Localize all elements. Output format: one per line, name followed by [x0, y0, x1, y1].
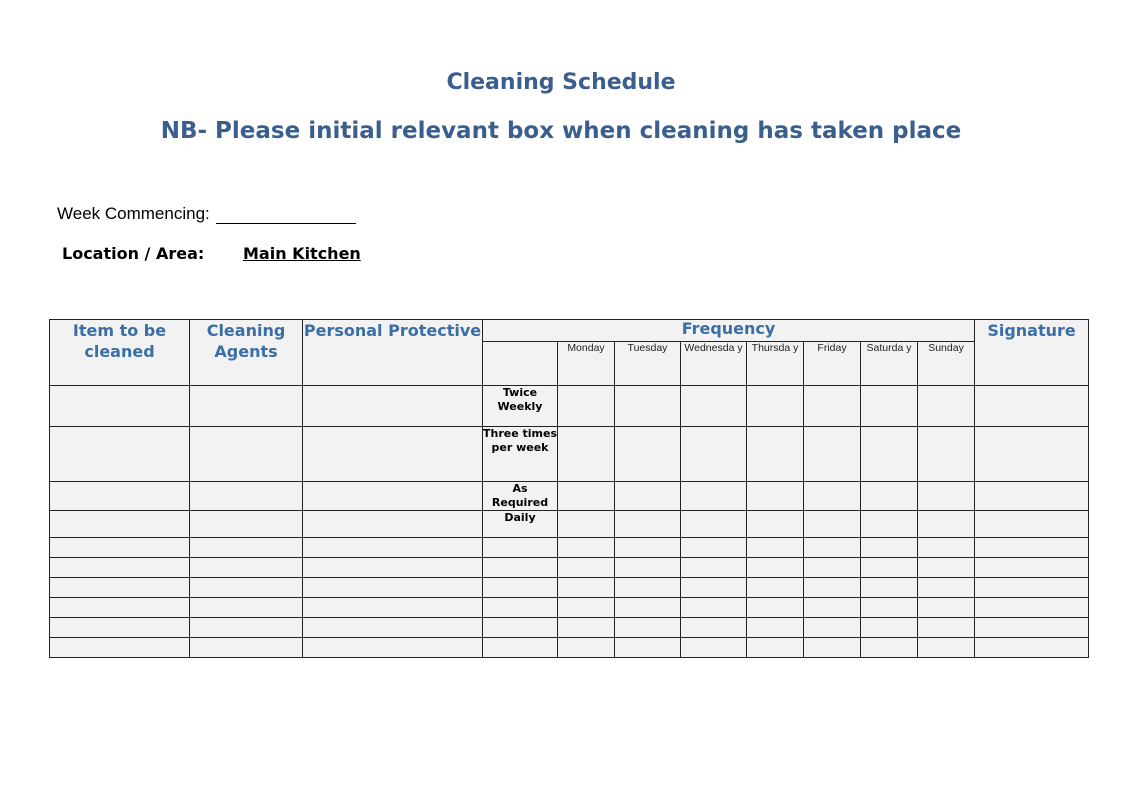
week-commencing-label: Week Commencing:: [57, 204, 210, 223]
frequency-cell[interactable]: [483, 618, 558, 638]
day-cell-friday[interactable]: [804, 538, 861, 558]
signature-cell[interactable]: [975, 618, 1089, 638]
location-label: Location / Area:: [62, 244, 205, 263]
day-cell-thursday[interactable]: [747, 578, 804, 598]
day-cell-wednesday[interactable]: [681, 538, 747, 558]
location-value: Main Kitchen: [243, 244, 361, 263]
item-cell[interactable]: [50, 598, 190, 618]
day-cell-thursday[interactable]: [747, 558, 804, 578]
day-cell-friday[interactable]: [804, 511, 861, 538]
day-cell-sunday[interactable]: [918, 538, 975, 558]
personal-protective-cell[interactable]: [303, 386, 483, 427]
item-cell[interactable]: [50, 638, 190, 658]
day-cell-sunday[interactable]: [918, 618, 975, 638]
table-row: [50, 558, 1089, 578]
day-cell-friday[interactable]: [804, 598, 861, 618]
header-day-wednesday: Wednesda y: [681, 342, 747, 386]
day-cell-thursday[interactable]: [747, 598, 804, 618]
personal-protective-cell[interactable]: [303, 638, 483, 658]
day-cell-saturday[interactable]: [861, 578, 918, 598]
day-cell-monday[interactable]: [558, 538, 615, 558]
frequency-label: Daily: [483, 511, 558, 538]
day-cell-wednesday[interactable]: [681, 427, 747, 482]
frequency-label: As Required: [483, 482, 558, 511]
table-row: [50, 511, 1089, 538]
day-cell-thursday[interactable]: [747, 427, 804, 482]
day-cell-saturday[interactable]: [861, 427, 918, 482]
day-cell-friday[interactable]: [804, 482, 861, 511]
day-cell-thursday[interactable]: [747, 638, 804, 658]
header-day-friday: Friday: [804, 342, 861, 386]
day-cell-sunday[interactable]: [918, 558, 975, 578]
table-row: [50, 482, 1089, 511]
day-cell-thursday[interactable]: [747, 618, 804, 638]
cleaning-agents-cell[interactable]: [190, 558, 303, 578]
item-cell[interactable]: [50, 482, 190, 511]
day-cell-tuesday[interactable]: [615, 598, 681, 618]
header-signature: Signature: [975, 320, 1089, 386]
frequency-cell[interactable]: [483, 578, 558, 598]
day-cell-monday[interactable]: [558, 558, 615, 578]
day-cell-monday[interactable]: [558, 386, 615, 427]
day-cell-wednesday[interactable]: [681, 511, 747, 538]
day-cell-wednesday[interactable]: [681, 638, 747, 658]
cleaning-agents-cell[interactable]: [190, 482, 303, 511]
day-cell-tuesday[interactable]: [615, 558, 681, 578]
header-day-sunday: Sunday: [918, 342, 975, 386]
item-cell[interactable]: [50, 558, 190, 578]
page-title: Cleaning Schedule: [446, 70, 676, 95]
instruction-note: NB- Please initial relevant box when cleaning has taken place: [160, 118, 962, 144]
item-cell[interactable]: [50, 511, 190, 538]
day-cell-monday[interactable]: [558, 618, 615, 638]
frequency-cell[interactable]: [483, 538, 558, 558]
frequency-label: Three times per week: [483, 427, 558, 482]
item-cell[interactable]: [50, 386, 190, 427]
header-item: Item to be cleaned: [50, 320, 190, 386]
day-cell-saturday[interactable]: [861, 598, 918, 618]
table-row: [50, 578, 1089, 598]
cleaning-schedule-table: [49, 319, 1089, 658]
day-cell-tuesday[interactable]: [615, 618, 681, 638]
signature-cell[interactable]: [975, 482, 1089, 511]
signature-cell[interactable]: [975, 638, 1089, 658]
header-day-thursday: Thursda y: [747, 342, 804, 386]
header-frequency: Frequency: [483, 320, 975, 342]
day-cell-wednesday[interactable]: [681, 618, 747, 638]
day-cell-saturday[interactable]: [861, 538, 918, 558]
frequency-label: Twice Weekly: [483, 386, 558, 427]
day-cell-thursday[interactable]: [747, 511, 804, 538]
day-cell-monday[interactable]: [558, 482, 615, 511]
signature-cell[interactable]: [975, 538, 1089, 558]
cleaning-agents-cell[interactable]: [190, 638, 303, 658]
day-cell-monday[interactable]: [558, 427, 615, 482]
day-cell-sunday[interactable]: [918, 578, 975, 598]
item-cell[interactable]: [50, 578, 190, 598]
week-commencing-blank[interactable]: [216, 205, 356, 224]
day-cell-saturday[interactable]: [861, 482, 918, 511]
item-cell[interactable]: [50, 538, 190, 558]
item-cell[interactable]: [50, 427, 190, 482]
header-day-monday: Monday: [558, 342, 615, 386]
day-cell-monday[interactable]: [558, 511, 615, 538]
table-row: [50, 386, 1089, 427]
day-cell-sunday[interactable]: [918, 386, 975, 427]
day-cell-friday[interactable]: [804, 386, 861, 427]
signature-cell[interactable]: [975, 598, 1089, 618]
day-cell-wednesday[interactable]: [681, 578, 747, 598]
frequency-cell[interactable]: [483, 598, 558, 618]
day-cell-thursday[interactable]: [747, 538, 804, 558]
day-cell-friday[interactable]: [804, 558, 861, 578]
cleaning-agents-cell[interactable]: [190, 511, 303, 538]
header-day-saturday: Saturda y: [861, 342, 918, 386]
day-cell-sunday[interactable]: [918, 482, 975, 511]
day-cell-tuesday[interactable]: [615, 386, 681, 427]
table-row: [50, 538, 1089, 558]
personal-protective-cell[interactable]: [303, 482, 483, 511]
personal-protective-cell[interactable]: [303, 578, 483, 598]
day-cell-monday[interactable]: [558, 578, 615, 598]
day-cell-saturday[interactable]: [861, 638, 918, 658]
day-cell-tuesday[interactable]: [615, 578, 681, 598]
signature-cell[interactable]: [975, 386, 1089, 427]
day-cell-wednesday[interactable]: [681, 386, 747, 427]
day-cell-saturday[interactable]: [861, 618, 918, 638]
day-cell-tuesday[interactable]: [615, 538, 681, 558]
header-personal-protective: Personal Protective: [303, 320, 483, 386]
frequency-cell[interactable]: [483, 558, 558, 578]
item-cell[interactable]: [50, 618, 190, 638]
personal-protective-cell[interactable]: [303, 511, 483, 538]
signature-cell[interactable]: [975, 558, 1089, 578]
table-row: [50, 638, 1089, 658]
day-cell-monday[interactable]: [558, 598, 615, 618]
cleaning-agents-cell[interactable]: [190, 427, 303, 482]
day-cell-sunday[interactable]: [918, 598, 975, 618]
day-cell-sunday[interactable]: [918, 638, 975, 658]
cleaning-agents-cell[interactable]: [190, 578, 303, 598]
day-cell-monday[interactable]: [558, 638, 615, 658]
signature-cell[interactable]: [975, 511, 1089, 538]
cleaning-agents-cell[interactable]: [190, 538, 303, 558]
day-cell-tuesday[interactable]: [615, 511, 681, 538]
header-cleaning-agents: Cleaning Agents: [190, 320, 303, 386]
day-cell-saturday[interactable]: [861, 511, 918, 538]
personal-protective-cell[interactable]: [303, 598, 483, 618]
table-row: [50, 427, 1089, 482]
day-cell-tuesday[interactable]: [615, 482, 681, 511]
week-commencing-field: [57, 204, 356, 224]
day-cell-sunday[interactable]: [918, 511, 975, 538]
frequency-cell[interactable]: [483, 638, 558, 658]
table-row: [50, 618, 1089, 638]
cleaning-agents-cell[interactable]: [190, 618, 303, 638]
personal-protective-cell[interactable]: [303, 558, 483, 578]
day-cell-wednesday[interactable]: [681, 482, 747, 511]
day-cell-friday[interactable]: [804, 618, 861, 638]
header-frequency-type: [483, 342, 558, 386]
day-cell-friday[interactable]: [804, 638, 861, 658]
personal-protective-cell[interactable]: [303, 618, 483, 638]
day-cell-wednesday[interactable]: [681, 598, 747, 618]
day-cell-tuesday[interactable]: [615, 427, 681, 482]
cleaning-agents-cell[interactable]: [190, 386, 303, 427]
personal-protective-cell[interactable]: [303, 427, 483, 482]
day-cell-saturday[interactable]: [861, 386, 918, 427]
signature-cell[interactable]: [975, 578, 1089, 598]
table-row: [50, 598, 1089, 618]
day-cell-tuesday[interactable]: [615, 638, 681, 658]
day-cell-friday[interactable]: [804, 427, 861, 482]
signature-cell[interactable]: [975, 427, 1089, 482]
header-day-tuesday: Tuesday: [615, 342, 681, 386]
cleaning-agents-cell[interactable]: [190, 598, 303, 618]
day-cell-sunday[interactable]: [918, 427, 975, 482]
day-cell-wednesday[interactable]: [681, 558, 747, 578]
day-cell-thursday[interactable]: [747, 386, 804, 427]
day-cell-friday[interactable]: [804, 578, 861, 598]
personal-protective-cell[interactable]: [303, 538, 483, 558]
day-cell-saturday[interactable]: [861, 558, 918, 578]
day-cell-thursday[interactable]: [747, 482, 804, 511]
